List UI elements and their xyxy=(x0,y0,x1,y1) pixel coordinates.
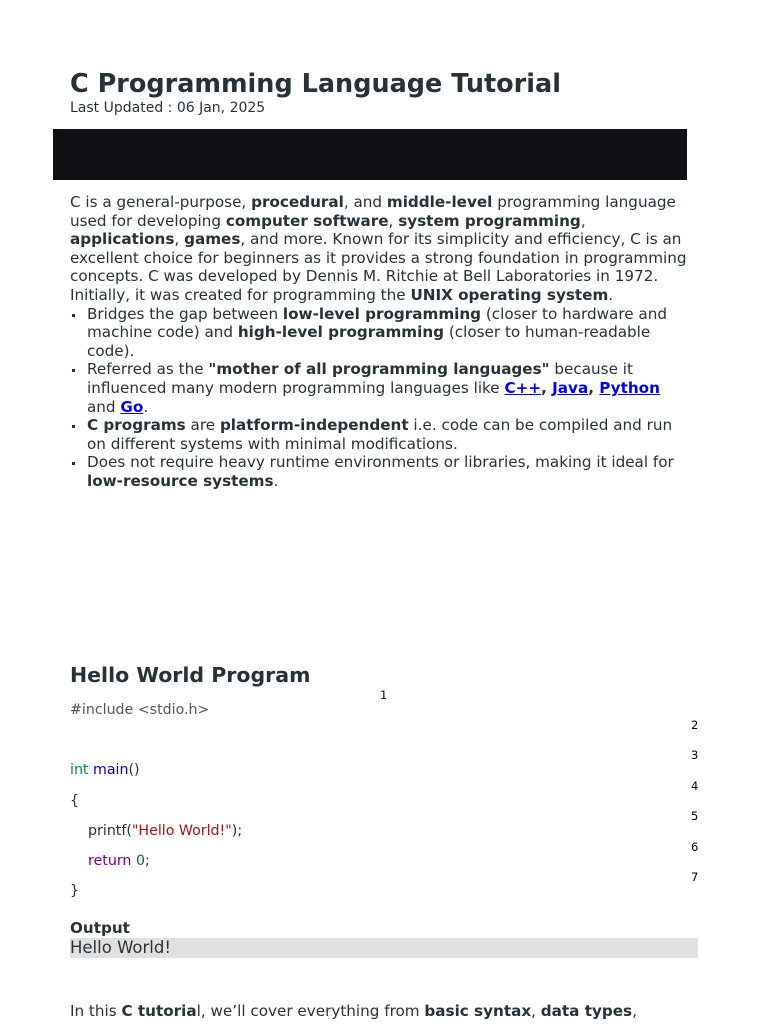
intro-text: , xyxy=(580,211,586,230)
intro-text: , xyxy=(174,230,185,249)
line-number: 6 xyxy=(691,840,699,854)
bottom-bold: data types xyxy=(540,1002,633,1020)
bullet-text: Bridges the gap between xyxy=(87,304,283,323)
bullet-text: Referred as the xyxy=(87,360,209,379)
bullet-text: . xyxy=(143,397,149,416)
intro-text: , and more. Known for its simplicity and efficiency, C is an excellent choice for beginners as it provides a strong foundation in programming concepts. C was developed by Dennis M. Ritchie at Bell Laboratories in 1972. Initially, it was created for programming the xyxy=(70,230,687,304)
bullet-text: and xyxy=(87,397,121,416)
list-item xyxy=(87,305,688,361)
intro-text: C is a general-purpose, xyxy=(70,193,252,211)
article-body xyxy=(70,193,688,491)
intro-bold-computer-software: computer software xyxy=(225,211,389,230)
line-number: 2 xyxy=(691,718,699,732)
output-label: Output xyxy=(70,919,130,937)
page-title: C Programming Language Tutorial xyxy=(70,69,561,99)
line-number: 5 xyxy=(691,809,699,823)
bullet-text: (closer to hardware and machine code) and xyxy=(87,304,667,342)
bullet-bold: C programs xyxy=(87,416,186,435)
bullet-text: . xyxy=(273,471,279,490)
code-type: int xyxy=(70,762,89,778)
code-punct: ); xyxy=(231,823,243,839)
code-line-printf xyxy=(70,822,242,840)
intro-bold-unix: UNIX operating system xyxy=(410,285,609,304)
feature-list xyxy=(70,305,688,491)
bottom-text-segment: , xyxy=(632,1002,637,1020)
code-line-return xyxy=(70,852,150,870)
bottom-text-segment: l, we’ll cover everything from xyxy=(196,1002,425,1020)
intro-text: . xyxy=(608,285,614,304)
code-string: "Hello World!" xyxy=(131,823,232,839)
code-punct: () xyxy=(128,762,140,778)
intro-text: , xyxy=(388,211,399,230)
bullet-bold: high-level programming xyxy=(237,323,445,342)
bullet-text: are xyxy=(185,416,220,435)
intro-bold-procedural: procedural xyxy=(251,193,344,211)
list-item xyxy=(87,360,688,416)
link-python[interactable]: Python xyxy=(599,378,660,397)
bottom-bold: basic syntax xyxy=(424,1002,532,1020)
code-call: printf( xyxy=(70,823,132,839)
bullet-separator: , xyxy=(588,378,600,397)
tutorial-intro-text xyxy=(70,1001,710,1021)
bottom-text-segment: , xyxy=(531,1002,541,1020)
line-number: 4 xyxy=(691,779,699,793)
code-punct: ; xyxy=(144,853,150,869)
code-line-close-brace: } xyxy=(70,883,80,899)
video-banner[interactable] xyxy=(53,129,687,180)
bullet-text: (closer to human-readable code). xyxy=(87,323,651,360)
bullet-separator: , xyxy=(541,378,553,397)
code-line-open-brace: { xyxy=(70,793,80,809)
intro-bold-system-programming: system programming xyxy=(398,211,581,230)
bottom-text-segment: In this xyxy=(70,1002,122,1020)
line-number: 3 xyxy=(691,748,699,762)
bullet-bold: low-resource systems xyxy=(87,471,274,490)
link-java[interactable]: Java xyxy=(552,378,589,397)
intro-bold-games: games xyxy=(184,230,241,249)
intro-bold-applications: applications xyxy=(70,230,175,249)
line-number: 7 xyxy=(691,870,699,884)
bullet-text: i.e. code can be compiled and run on different systems with minimal modifications. xyxy=(87,416,673,453)
bottom-bold: C tutoria xyxy=(121,1002,197,1020)
intro-paragraph xyxy=(70,193,688,305)
bullet-bold: "mother of all programming languages" xyxy=(208,360,550,379)
line-number: 1 xyxy=(380,688,388,702)
intro-text: programming language used for developing xyxy=(70,193,676,230)
code-function: main xyxy=(93,762,129,778)
code-line-include: #include <stdio.h> xyxy=(70,702,210,718)
code-indent xyxy=(70,853,88,869)
code-line-main xyxy=(70,761,140,779)
hello-world-heading: Hello World Program xyxy=(70,663,311,687)
link-go[interactable]: Go xyxy=(120,397,144,416)
bullet-text: Does not require heavy runtime environments or libraries, making it ideal for xyxy=(87,453,674,472)
bullet-bold: platform-independent xyxy=(219,416,409,435)
intro-bold-middle-level: middle-level xyxy=(386,193,493,211)
output-box: Hello World! xyxy=(70,938,698,958)
bullet-text: because it influenced many modern programming languages like xyxy=(87,360,633,397)
bullet-bold: low-level programming xyxy=(282,304,482,323)
intro-text: , and xyxy=(343,193,387,211)
code-number: 0 xyxy=(135,853,145,869)
code-keyword: return xyxy=(88,853,132,869)
list-item xyxy=(87,453,688,490)
last-updated-date: Last Updated : 06 Jan, 2025 xyxy=(70,100,266,116)
list-item xyxy=(87,416,688,453)
link-cpp[interactable]: C++ xyxy=(504,378,542,397)
